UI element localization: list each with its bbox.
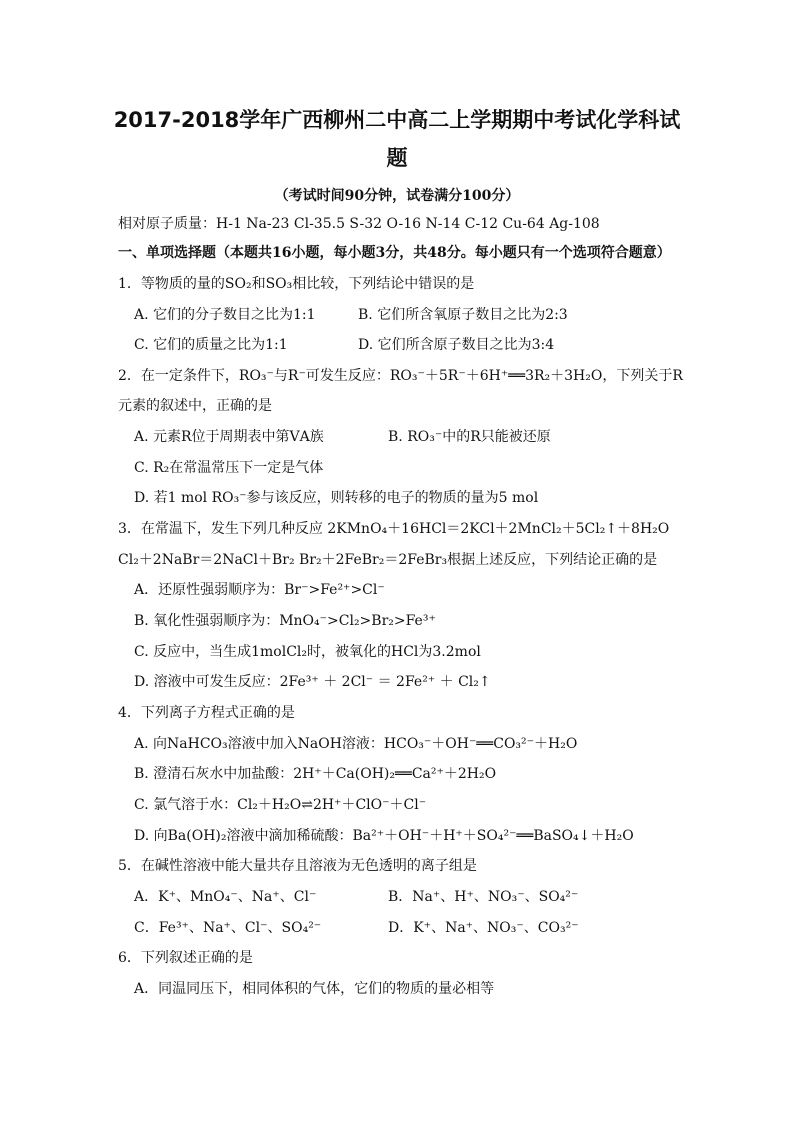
- q2-option-b: B. RO₃⁻中的R只能被还原: [388, 429, 551, 445]
- exam-title-line1: 2017-2018学年广西柳州二中高二上学期期中考试化学科试: [113, 108, 681, 132]
- q6-option-a: A．同温同压下，相同体积的气体，它们的物质的量必相等: [134, 981, 495, 997]
- q2-stem-line1: 2．在一定条件下，RO₃⁻与R⁻可发生反应：RO₃⁻＋5R⁻＋6H⁺══3R₂＋3H₂O，下列关于R: [118, 368, 683, 384]
- q2-option-a: A. 元素R位于周期表中第ⅤA族: [134, 429, 324, 445]
- q5-option-a: A．K⁺、MnO₄⁻、Na⁺、Cl⁻: [134, 889, 317, 905]
- q3-stem-line1: 3．在常温下，发生下列几种反应 2KMnO₄＋16HCl＝2KCl＋2MnCl₂＋5Cl₂↑＋8H₂O: [118, 521, 670, 537]
- q5-option-b: B．Na⁺、H⁺、NO₃⁻、SO₄²⁻: [388, 889, 579, 905]
- q3-option-a: A．还原性强弱顺序为：Br⁻>Fe²⁺>Cl⁻: [134, 582, 385, 598]
- exam-info: （考试时间90分钟，试卷满分100分）: [274, 188, 520, 204]
- q4-option-d: D. 向Ba(OH)₂溶液中滴加稀硫酸：Ba²⁺＋OH⁻＋H⁺＋SO₄²⁻══BaSO₄↓＋H₂O: [134, 828, 634, 844]
- q3-option-c: C. 反应中，当生成1molCl₂时，被氧化的HCl为3.2mol: [134, 644, 481, 660]
- exam-title-line2: 题: [386, 146, 408, 170]
- q1-option-b: B. 它们所含氧原子数目之比为2:3: [358, 307, 568, 323]
- q5-stem: 5．在碱性溶液中能大量共存且溶液为无色透明的离子组是: [118, 858, 477, 874]
- q4-option-a: A. 向NaHCO₃溶液中加入NaOH溶液：HCO₃⁻＋OH⁻══CO₃²⁻＋H₂O: [134, 736, 578, 752]
- q1-option-a: A. 它们的分子数目之比为1:1: [134, 307, 316, 323]
- q5-option-c: C．Fe³⁺、Na⁺、Cl⁻、SO₄²⁻: [134, 920, 322, 936]
- q4-stem: 4．下列离子方程式正确的是: [118, 705, 295, 721]
- q3-option-b: B. 氧化性强弱顺序为：MnO₄⁻>Cl₂>Br₂>Fe³⁺: [134, 613, 436, 629]
- q6-stem: 6．下列叙述正确的是: [118, 950, 253, 966]
- q2-option-d: D. 若1 mol RO₃⁻参与该反应，则转移的电子的物质的量为5 mol: [134, 490, 539, 506]
- q2-stem-line2: 元素的叙述中，正确的是: [118, 398, 272, 414]
- q4-option-c: C. 氯气溶于水：Cl₂＋H₂O⇌2H⁺＋ClO⁻＋Cl⁻: [134, 797, 427, 813]
- q5-option-d: D．K⁺、Na⁺、NO₃⁻、CO₃²⁻: [388, 920, 579, 936]
- q4-option-b: B. 澄清石灰水中加盐酸：2H⁺＋Ca(OH)₂══Ca²⁺＋2H₂O: [134, 766, 497, 782]
- q1-option-c: C. 它们的质量之比为1:1: [134, 337, 288, 353]
- q3-option-d: D. 溶液中可发生反应：2Fe³⁺ ＋ 2Cl⁻ ＝ 2Fe²⁺ ＋ Cl₂↑: [134, 674, 491, 690]
- atomic-masses: 相对原子质量：H-1 Na-23 Cl-35.5 S-32 O-16 N-14 C-12 Cu-64 Ag-108: [118, 216, 600, 232]
- q1-option-d: D. 它们所含原子数目之比为3:4: [358, 337, 555, 353]
- q1-stem: 1．等物质的量的SO₂和SO₃相比较，下列结论中错误的是: [118, 276, 475, 292]
- section-heading: 一、单项选择题（本题共16小题，每小题3分，共48分。每小题只有一个选项符合题意）: [118, 245, 671, 261]
- q2-option-c: C. R₂在常温常压下一定是气体: [134, 460, 324, 476]
- q3-stem-line2: Cl₂＋2NaBr＝2NaCl＋Br₂ Br₂＋2FeBr₂＝2FeBr₃根据上述反应，下列结论正确的是: [118, 552, 658, 568]
